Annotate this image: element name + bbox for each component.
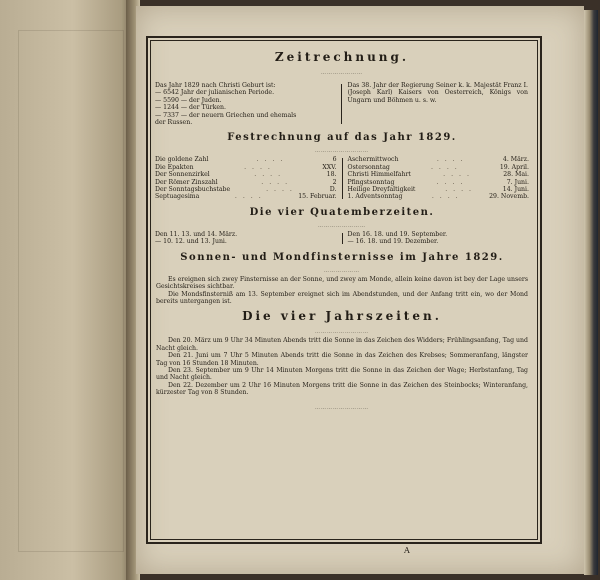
quat-right xyxy=(345,231,533,246)
quat-title: Die vier Quatemberzeiten. xyxy=(249,206,435,218)
fest-value: 4. März. xyxy=(502,156,529,164)
ornament: ⋯⋯⋯⋯⋯⋯⋯⋯⋯ xyxy=(315,149,369,156)
fest-value: 2 xyxy=(332,178,337,186)
fest-label: Die goldene Zahl xyxy=(155,156,209,164)
zeit-line: — 7337 — der neuern Griechen und ehemals xyxy=(155,111,297,119)
fest-value: 6 xyxy=(332,156,337,164)
quat-left xyxy=(152,231,340,246)
fest-left xyxy=(152,156,340,200)
fest-row: Der Sonnenzirkel . . . . 18. xyxy=(155,171,337,179)
end-ornament: ⋯⋯⋯⋯⋯⋯⋯⋯⋯ xyxy=(315,405,369,412)
fest-label: Heilige Dreyfaltigkeit xyxy=(347,186,416,194)
zeit-section xyxy=(152,82,532,126)
season-paragraph: Den 21. Juni um 7 Uhr 5 Minuten Abends tritt die Sonne in das Zeichen des Krebses; Sommeranfang, längster Tag von 16 Stunden 18 Minuten. xyxy=(156,352,528,367)
fest-value: 29. Novemb. xyxy=(489,193,529,201)
ornament: ⋯⋯⋯⋯⋯⋯⋯⋯ xyxy=(318,223,366,230)
fest-value: 19. April. xyxy=(499,163,529,171)
bleed-through xyxy=(18,30,124,552)
finst-paragraph: Es ereignen sich zwey Finsternisse an der Sonne, und zwey am Monde, allein keine davon ist bey der Lage unsers Gesichtskreises sichtbar. xyxy=(156,275,528,291)
zeit-line: der Russen. xyxy=(155,119,193,127)
fest-section xyxy=(152,156,532,200)
zeit-title: Zeitrechnung. xyxy=(274,50,410,64)
column-divider xyxy=(341,84,342,124)
quat-line: Den 16. 18. und 19. September. xyxy=(347,230,448,238)
left-page xyxy=(0,0,132,580)
fest-label: Der Sonntagsbuchstabe xyxy=(155,186,231,194)
quat-line: — 10. 12. und 13. Juni. xyxy=(155,238,227,246)
signature-mark: A xyxy=(404,546,410,555)
fest-row: Die goldene Zahl . . . . 6 xyxy=(155,156,337,164)
fest-title: Festrechnung auf das Jahr 1829. xyxy=(227,132,457,144)
fest-value: 28. Mai. xyxy=(503,171,529,179)
fest-label: Septuagesima xyxy=(155,193,200,201)
fest-row: Aschermittwoch . . . . 4. März. xyxy=(347,156,529,164)
book-edge xyxy=(584,10,598,575)
fest-label: Der Sonnenzirkel xyxy=(155,171,210,179)
finst-title: Sonnen- und Mondfinsternisse im Jahre 1829. xyxy=(180,251,504,263)
fest-label: Der Römer Zinszahl xyxy=(155,178,218,186)
zeit-right: Das 38. Jahr der Regierung Seiner k. k. Majestät Franz I. (Joseph Karl) Kaisers von Oesterreich, Königs von Ungarn und Böhmen u. s. w. xyxy=(347,82,528,104)
fest-row: Ostersonntag . . . . 19. April. xyxy=(347,163,529,171)
fest-row: Pfingstsonntag . . . . 7. Juni. xyxy=(347,178,529,186)
fest-value: 15. Februar. xyxy=(298,193,337,201)
fest-value: 18. xyxy=(326,171,337,179)
zeit-line: — 6542 Jahr der julianischen Periode. xyxy=(155,89,275,97)
zeit-line: — 5590 — der Juden. xyxy=(155,96,222,104)
fest-label: 1. Adventsonntag xyxy=(347,193,403,201)
season-paragraph: Den 20. März um 9 Uhr 34 Minuten Abends tritt die Sonne in das Zeichen des Widders; Frühlingsanfang, Tag und Nacht gleich. xyxy=(156,337,528,352)
season-paragraph: Den 22. Dezember um 2 Uhr 16 Minuten Morgens tritt die Sonne in das Zeichen des Steinbocks; Winteranfang, kürzester Tag von 8 Stunden. xyxy=(156,381,528,397)
fest-label: Die Epakten xyxy=(155,163,194,171)
fest-row: Christi Himmelfahrt . . . . 28. Mai. xyxy=(347,171,529,179)
quat-line: Den 11. 13. und 14. März. xyxy=(155,230,238,238)
fest-label: Aschermittwoch xyxy=(347,156,399,164)
zeit-line: — 1244 — der Türken. xyxy=(155,104,227,112)
fest-row: Die Epakten . . . . XXV. xyxy=(155,163,337,171)
fest-label: Ostersonntag xyxy=(347,163,390,171)
ornament: ⋯⋯⋯⋯⋯⋯⋯ xyxy=(321,71,363,77)
fest-right xyxy=(345,156,533,200)
page-content xyxy=(152,44,532,413)
jahres-title: Die vier Jahrszeiten. xyxy=(242,309,442,324)
fest-value: XXV. xyxy=(322,163,337,171)
fest-row: Septuagesima . . . . 15. Februar. xyxy=(155,193,337,201)
ornament: ⋯⋯⋯⋯⋯⋯ xyxy=(324,268,360,275)
column-divider xyxy=(342,158,343,198)
fest-value: D. xyxy=(329,186,337,194)
fest-row: Der Römer Zinszahl . . . . 2 xyxy=(155,178,337,186)
zeit-left xyxy=(152,82,339,126)
quat-section xyxy=(152,231,532,246)
fest-value: 7. Juni. xyxy=(506,178,529,186)
finst-paragraph: Die Mondsfinsterniß am 13. September ereignet sich im Abendstunden, und der Anfang tritt ein, wo der Mond bereits untergangen ist. xyxy=(156,290,528,305)
column-divider xyxy=(342,233,343,244)
zeit-line: Das Jahr 1829 nach Christi Geburt ist: xyxy=(155,82,276,89)
fest-label: Pfingstsonntag xyxy=(347,178,395,186)
fest-row: 1. Adventsonntag . . . . 29. Novemb. xyxy=(347,193,529,201)
quat-line: — 16. 18. und 19. Dezember. xyxy=(347,238,439,246)
ornament: ⋯⋯⋯⋯⋯⋯⋯⋯⋯ xyxy=(315,330,369,337)
fest-row: Der Sonntagsbuchstabe . . . . D. xyxy=(155,186,337,194)
fest-value: 14. Juni. xyxy=(502,186,529,194)
season-paragraph: Den 23. September um 9 Uhr 14 Minuten Morgens tritt die Sonne in das Zeichen der Wage; Herbstanfang, Tag und Nacht gleich. xyxy=(156,366,528,382)
fest-label: Christi Himmelfahrt xyxy=(347,171,411,179)
fest-row: Heilige Dreyfaltigkeit . . . . 14. Juni. xyxy=(347,186,529,194)
